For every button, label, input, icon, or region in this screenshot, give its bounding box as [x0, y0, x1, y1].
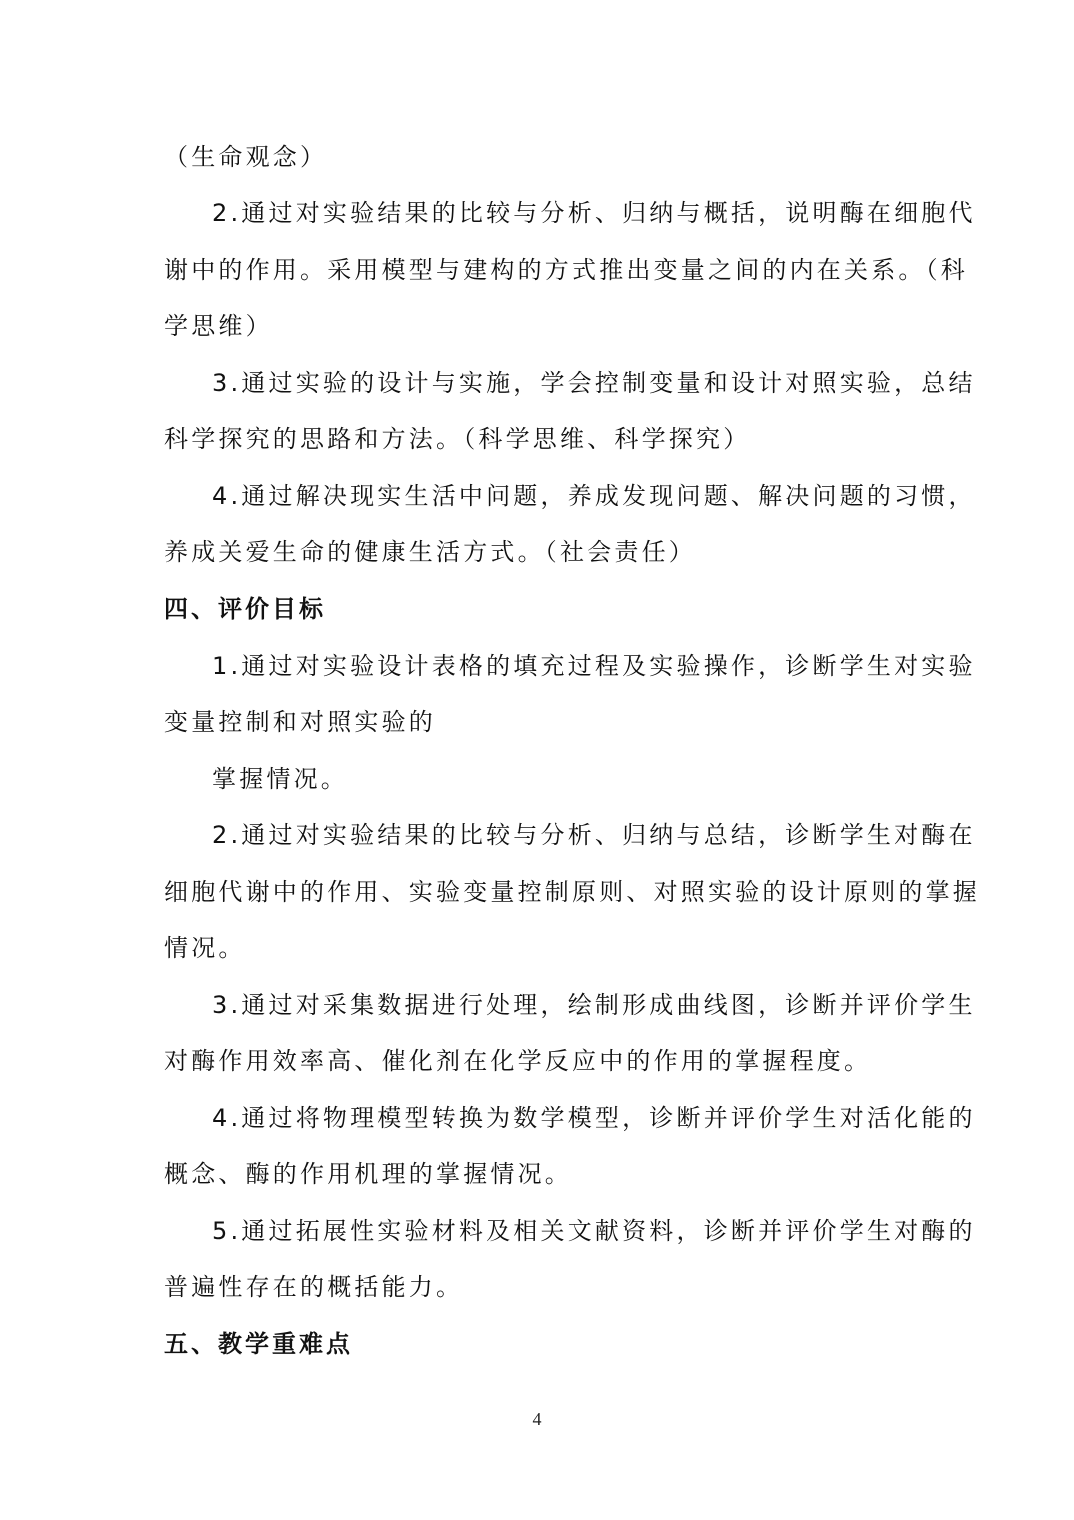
evaluation-3-line-1: 3.通过对采集数据进行处理，绘制形成曲线图，诊断并评价学生: [212, 991, 976, 1019]
evaluation-1-line-2: 变量控制和对照实验的: [164, 708, 436, 736]
evaluation-2-line-1: 2.通过对实验结果的比较与分析、归纳与总结，诊断学生对酶在: [212, 821, 976, 849]
evaluation-2-line-2: 细胞代谢中的作用、实验变量控制原则、对照实验的设计原则的掌握: [164, 878, 980, 906]
objective-4-line-1: 4.通过解决现实生活中问题，养成发现问题、解决问题的习惯，: [212, 482, 976, 510]
evaluation-2-line-3: 情况。: [164, 934, 246, 962]
text-line-1: （生命观念）: [164, 143, 328, 171]
evaluation-1-line-1: 1.通过对实验设计表格的填充过程及实验操作，诊断学生对实验: [212, 652, 976, 680]
objective-2-line-1: 2.通过对实验结果的比较与分析、归纳与概括，说明酶在细胞代: [212, 199, 976, 227]
evaluation-5-line-2: 普遍性存在的概括能力。: [164, 1273, 464, 1301]
section-heading-evaluation-goals: 四、评价目标: [164, 595, 326, 623]
evaluation-3-line-2: 对酶作用效率高、催化剂在化学反应中的作用的掌握程度。: [164, 1047, 872, 1075]
objective-4-line-2: 养成关爱生命的健康生活方式。（社会责任）: [164, 538, 696, 566]
evaluation-5-line-1: 5.通过拓展性实验材料及相关文献资料，诊断并评价学生对酶的: [212, 1217, 976, 1245]
objective-3-line-2: 科学探究的思路和方法。（科学思维、科学探究）: [164, 425, 751, 453]
evaluation-1-line-3: 掌握情况。: [212, 765, 348, 793]
evaluation-4-line-1: 4.通过将物理模型转换为数学模型，诊断并评价学生对活化能的: [212, 1104, 976, 1132]
objective-2-line-3: 学思维）: [164, 312, 273, 340]
objective-3-line-1: 3.通过实验的设计与实施，学会控制变量和设计对照实验，总结: [212, 369, 976, 397]
evaluation-4-line-2: 概念、酶的作用机理的掌握情况。: [164, 1160, 572, 1188]
page-number: 4: [532, 1409, 542, 1429]
section-heading-key-difficulties: 五、教学重难点: [164, 1330, 353, 1358]
objective-2-line-2: 谢中的作用。采用模型与建构的方式推出变量之间的内在关系。（科: [164, 256, 968, 284]
